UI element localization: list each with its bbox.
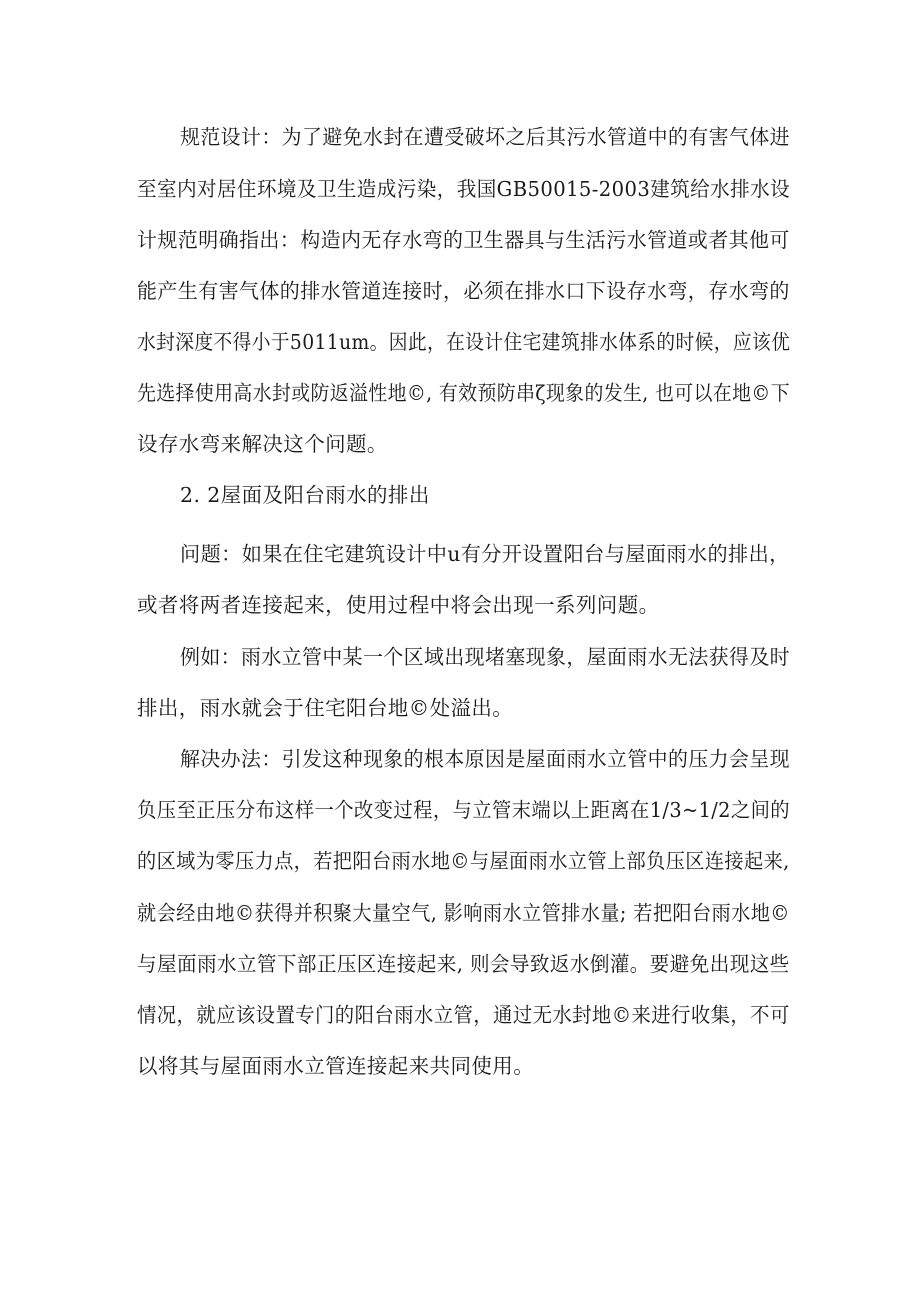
- paragraph-design-line-7: 设存水弯来解决这个问题。: [137, 432, 388, 456]
- paragraph-example-line-1: 例如：雨水立管中某一个区域出现堵塞现象，屋面雨水无法获得及时: [180, 645, 791, 669]
- paragraph-design-line-4: 能产生有害气体的排水管道连接时，必须在排水口下设存水弯，存水弯的: [137, 279, 790, 303]
- paragraph-solution-line-2: 负压至正压分布这样一个改变过程，与立管末端以上距离在1/3~1/2之间的: [137, 798, 791, 822]
- paragraph-example-line-2: 排出，雨水就会于住宅阳台地©处溢出。: [137, 696, 514, 720]
- paragraph-design-line-1: 规范设计：为了避免水封在遭受破坏之后其污水管道中的有害气体进: [180, 125, 791, 149]
- section-heading: 2. 2屋面及阳台雨水的排出: [180, 483, 430, 507]
- paragraph-solution-line-3: 的区域为零压力点，若把阳台雨水地©与屋面雨水立管上部负压区连接起来,: [137, 849, 790, 873]
- paragraph-design-line-5: 水封深度不得小于5011um。因此，在设计住宅建筑排水体系的时候，应该优: [137, 330, 791, 354]
- paragraph-problem-line-1: 问题：如果在住宅建筑设计中u有分开设置阳台与屋面雨水的排出，: [180, 542, 790, 566]
- paragraph-problem-line-2: 或者将两者连接起来，使用过程中将会出现一系列问题。: [137, 593, 660, 617]
- paragraph-solution-line-1: 解决办法：引发这种现象的根本原因是屋面雨水立管中的压力会呈现: [180, 747, 791, 771]
- paragraph-solution-line-6: 情况，就应该设置专门的阳台雨水立管，通过无水封地©来进行收集，不可: [137, 1003, 790, 1027]
- paragraph-design-line-3: 计规范明确指出：构造内无存水弯的卫生器具与生活污水管道或者其他可: [137, 228, 790, 252]
- paragraph-solution-line-7: 以将其与屋面雨水立管连接起来共同使用。: [137, 1054, 535, 1078]
- paragraph-design-line-6: 先选择使用高水封或防返溢性地©, 有效预防串ζ现象的发生, 也可以在地©下: [137, 381, 790, 405]
- paragraph-design-line-2: 至室内对居住环境及卫生造成污染，我国GB50015-2003建筑给水排水设: [137, 177, 791, 201]
- paragraph-solution-line-4: 就会经由地©获得并积聚大量空气, 影响雨水立管排水量; 若把阳台雨水地©: [137, 901, 790, 925]
- paragraph-solution-line-5: 与屋面雨水立管下部正压区连接起来, 则会导致返水倒灌。要避免出现这些: [137, 952, 790, 976]
